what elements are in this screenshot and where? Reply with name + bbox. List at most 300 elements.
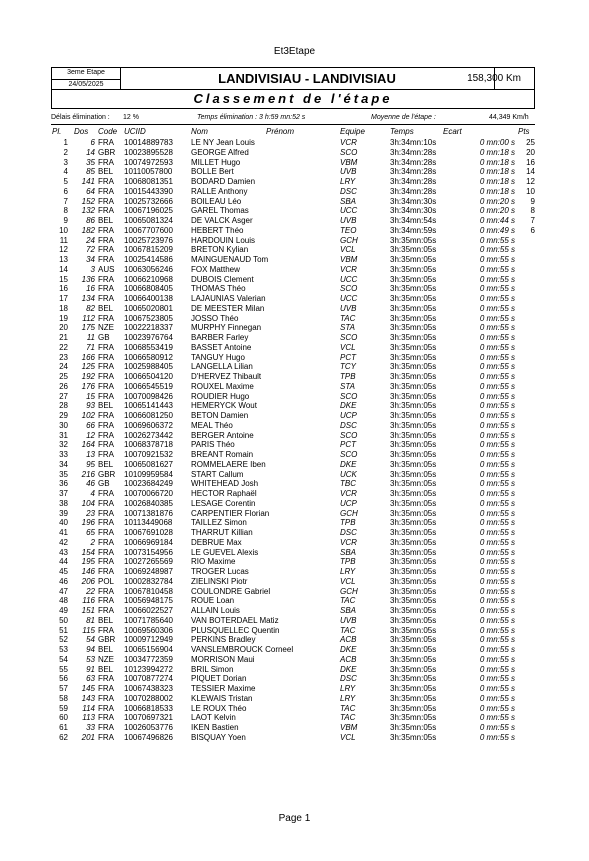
cell-rider-name: ALLAIN Louis	[191, 606, 240, 615]
cell-country-code: BEL	[98, 664, 114, 674]
cell-rider-name: FOX Matthew	[191, 264, 240, 274]
cell-time: 3h:35mn:05s	[390, 323, 437, 333]
table-row	[0, 489, 589, 499]
cell-team-code: DSC	[340, 420, 357, 430]
cell-gap: 0 mn:55 s	[479, 479, 515, 489]
cell-uci-id: 10066545519	[124, 381, 173, 391]
cell-bib: 4	[90, 489, 95, 498]
cell-team-code: LRY	[340, 177, 356, 186]
cell-country-code: POL	[98, 576, 115, 586]
cell-rider-name: DE VALCK Asger	[191, 216, 253, 225]
table-row	[0, 197, 589, 207]
cell-uci-id: 10068553419	[124, 342, 173, 352]
cell-country-code: FRA	[98, 255, 114, 264]
cell-time: 3h:35mn:05s	[390, 391, 437, 401]
cell-uci-id: 10066504120	[124, 372, 173, 381]
cell-rider-name: RIO Maxime	[191, 557, 236, 567]
cell-gap: 0 mn:20 s	[479, 206, 515, 216]
cell-time: 3h:35mn:05s	[390, 381, 437, 391]
cell-country-code: FRA	[98, 284, 114, 294]
cell-country-code: FRA	[98, 508, 114, 518]
cell-gap: 0 mn:55 s	[479, 323, 515, 333]
cell-gap: 0 mn:55 s	[479, 372, 515, 381]
cell-time: 3h:35mn:05s	[390, 723, 437, 732]
cell-rider-name: ROUDIER Hugo	[191, 391, 250, 401]
cell-time: 3h:35mn:05s	[390, 450, 437, 459]
cell-country-code: FRA	[98, 342, 114, 352]
cell-gap: 0 mn:55 s	[479, 732, 515, 742]
cell-time: 3h:35mn:05s	[390, 654, 437, 664]
cell-time: 3h:35mn:05s	[390, 625, 437, 635]
cell-uci-id: 10023684249	[124, 479, 173, 489]
table-row	[0, 421, 589, 431]
cell-country-code: FRA	[98, 586, 114, 596]
cell-country-code: FRA	[98, 537, 114, 547]
cell-uci-id: 10109959584	[124, 469, 173, 479]
cell-gap: 0 mn:18 s	[479, 167, 515, 177]
cell-rider-name: THARRUT Killian	[191, 528, 253, 537]
cell-team-code: TPB	[340, 372, 356, 381]
cell-bib: 113	[82, 713, 95, 723]
cell-bib: 14	[86, 147, 95, 157]
table-row	[0, 148, 589, 158]
cell-country-code: FRA	[98, 518, 114, 528]
cell-gap: 0 mn:18 s	[479, 147, 515, 157]
cell-time: 3h:35mn:05s	[390, 255, 437, 264]
cell-gap: 0 mn:49 s	[479, 225, 515, 235]
cell-place: 15	[59, 274, 68, 284]
cell-country-code: FRA	[98, 684, 114, 693]
cell-team-code: SCO	[340, 430, 358, 440]
cell-place: 23	[59, 352, 68, 362]
cell-bib: 53	[86, 654, 95, 664]
cell-country-code: BEL	[98, 645, 114, 654]
cell-place: 13	[59, 255, 68, 264]
table-row	[0, 557, 589, 567]
cell-place: 59	[59, 703, 68, 713]
table-row	[0, 645, 589, 655]
cell-time: 3h:35mn:05s	[390, 713, 437, 723]
cell-country-code: FRA	[98, 625, 114, 635]
table-row	[0, 333, 589, 343]
cell-bib: 46	[86, 479, 95, 489]
cell-place: 31	[59, 430, 68, 440]
cell-rider-name: CARPENTIER Florian	[191, 508, 270, 518]
cell-country-code: BEL	[98, 459, 114, 469]
cell-place: 41	[59, 528, 68, 537]
table-row	[0, 226, 589, 236]
cell-team-code: SBA	[340, 196, 357, 206]
cell-place: 55	[59, 664, 68, 674]
cell-country-code: FRA	[98, 498, 114, 508]
cell-place: 20	[59, 323, 68, 333]
table-row	[0, 206, 589, 216]
cell-rider-name: BERGER Antoine	[191, 430, 254, 440]
cell-time: 3h:35mn:05s	[390, 508, 437, 518]
table-row	[0, 411, 589, 421]
cell-bib: 16	[86, 284, 95, 294]
cell-place: 32	[59, 440, 68, 450]
cell-team-code: SBA	[340, 547, 357, 557]
cell-place: 29	[59, 411, 68, 420]
table-row	[0, 577, 589, 587]
cell-uci-id: 10066808405	[124, 284, 173, 294]
cell-gap: 0 mn:55 s	[479, 557, 515, 567]
cell-country-code: FRA	[98, 489, 114, 498]
cell-rider-name: TROGER Lucas	[191, 567, 249, 576]
cell-place: 51	[59, 625, 68, 635]
cell-time: 3h:34mn:10s	[390, 138, 437, 147]
cell-team-code: UCP	[340, 411, 357, 420]
cell-rider-name: BODARD Damien	[191, 177, 256, 186]
cell-country-code: BEL	[98, 615, 114, 625]
cell-bib: 63	[86, 674, 95, 684]
cell-time: 3h:35mn:05s	[390, 284, 437, 294]
cell-time: 3h:35mn:05s	[390, 401, 437, 411]
cell-place: 37	[59, 489, 68, 498]
cell-place: 3	[63, 157, 68, 167]
cell-rider-name: JOSSO Théo	[191, 313, 239, 323]
cell-time: 3h:35mn:05s	[390, 274, 437, 284]
cell-gap: 0 mn:55 s	[479, 547, 515, 557]
cell-country-code: FRA	[98, 391, 114, 401]
cell-time: 3h:35mn:05s	[390, 528, 437, 537]
cell-team-code: TAC	[340, 625, 356, 635]
col-ecart: Ecart	[443, 127, 462, 136]
table-row	[0, 499, 589, 509]
cell-rider-name: IKEN Bastien	[191, 723, 239, 732]
moyenne-label: Moyenne de l'étape :	[371, 114, 436, 121]
cell-bib: 65	[86, 528, 95, 537]
table-row	[0, 236, 589, 246]
cell-team-code: TAC	[340, 596, 356, 606]
cell-country-code: GBR	[98, 635, 116, 645]
table-row	[0, 674, 589, 684]
cell-bib: 141	[81, 177, 95, 186]
cell-bib: 151	[81, 606, 95, 615]
cell-place: 35	[59, 469, 68, 479]
cell-rider-name: BOILEAU Léo	[191, 196, 242, 206]
cell-team-code: PCT	[340, 352, 356, 362]
cell-time: 3h:35mn:05s	[390, 537, 437, 547]
cell-place: 46	[59, 576, 68, 586]
cell-points: 20	[526, 147, 535, 157]
table-row	[0, 704, 589, 714]
cell-team-code: UCC	[340, 294, 358, 303]
table-row	[0, 587, 589, 597]
cell-bib: 13	[86, 450, 95, 459]
cell-country-code: GBR	[98, 469, 116, 479]
cell-bib: 12	[86, 430, 95, 440]
cell-uci-id: 10067691028	[124, 528, 173, 537]
cell-gap: 0 mn:55 s	[479, 264, 515, 274]
cell-time: 3h:34mn:28s	[390, 177, 437, 186]
cell-gap: 0 mn:55 s	[479, 469, 515, 479]
table-row	[0, 713, 589, 723]
cell-gap: 0 mn:44 s	[479, 216, 515, 225]
cell-team-code: TEO	[340, 225, 357, 235]
table-row	[0, 323, 589, 333]
cell-country-code: GBR	[98, 147, 116, 157]
cell-rider-name: MURPHY Finnegan	[191, 323, 262, 333]
cell-place: 33	[59, 450, 68, 459]
cell-team-code: GCH	[340, 508, 358, 518]
cell-gap: 0 mn:55 s	[479, 654, 515, 664]
cell-time: 3h:34mn:28s	[390, 147, 437, 157]
table-row	[0, 431, 589, 441]
cell-country-code: FRA	[98, 186, 114, 196]
cell-team-code: LRY	[340, 693, 356, 703]
table-row	[0, 655, 589, 665]
cell-rider-name: THOMAS Théo	[191, 284, 246, 294]
cell-place: 17	[59, 294, 68, 303]
stage-box	[52, 68, 121, 89]
cell-place: 2	[63, 147, 68, 157]
cell-time: 3h:35mn:05s	[390, 596, 437, 606]
cell-uci-id: 10070288002	[124, 693, 173, 703]
cell-rider-name: ROMMELAERE Iben	[191, 459, 266, 469]
cell-uci-id: 10067707600	[124, 225, 173, 235]
cell-uci-id: 10065156904	[124, 645, 173, 654]
cell-bib: 143	[81, 693, 95, 703]
cell-place: 38	[59, 498, 68, 508]
cell-team-code: LRY	[340, 684, 356, 693]
cell-place: 50	[59, 615, 68, 625]
cell-bib: 154	[81, 547, 95, 557]
cell-bib: 152	[81, 196, 95, 206]
cell-place: 25	[59, 372, 68, 381]
cell-rider-name: MORRISON Maui	[191, 654, 255, 664]
table-row	[0, 265, 589, 275]
cell-team-code: DSC	[340, 528, 357, 537]
cell-time: 3h:35mn:05s	[390, 518, 437, 528]
cell-country-code: FRA	[98, 713, 114, 723]
cell-gap: 0 mn:55 s	[479, 303, 515, 313]
cell-place: 57	[59, 684, 68, 693]
cell-bib: 81	[86, 615, 95, 625]
table-row	[0, 665, 589, 675]
cell-time: 3h:34mn:54s	[390, 216, 437, 225]
cell-points: 14	[526, 167, 535, 177]
cell-gap: 0 mn:55 s	[479, 420, 515, 430]
cell-place: 39	[59, 508, 68, 518]
cell-uci-id: 10073154956	[124, 547, 173, 557]
cell-country-code: FRA	[98, 138, 114, 147]
cell-place: 28	[59, 401, 68, 411]
cell-time: 3h:35mn:05s	[390, 459, 437, 469]
cell-team-code: ACB	[340, 654, 357, 664]
cell-country-code: FRA	[98, 294, 114, 303]
cell-gap: 0 mn:55 s	[479, 625, 515, 635]
cell-country-code: BEL	[98, 401, 114, 411]
cell-time: 3h:35mn:05s	[390, 703, 437, 713]
cell-uci-id: 10067196025	[124, 206, 173, 216]
cell-gap: 0 mn:55 s	[479, 381, 515, 391]
table-row	[0, 245, 589, 255]
cell-gap: 0 mn:55 s	[479, 245, 515, 255]
cell-gap: 0 mn:18 s	[479, 186, 515, 196]
cell-points: 7	[530, 216, 535, 225]
cell-uci-id: 10065081324	[124, 216, 173, 225]
cell-uci-id: 10110057800	[124, 167, 173, 177]
cell-team-code: UVB	[340, 303, 357, 313]
cell-rider-name: BASSET Antoine	[191, 342, 252, 352]
cell-rider-name: HECTOR Raphaël	[191, 489, 257, 498]
cell-uci-id: 10065141443	[124, 401, 173, 411]
cell-country-code: FRA	[98, 547, 114, 557]
cell-time: 3h:35mn:05s	[390, 606, 437, 615]
cell-country-code: GB	[98, 333, 110, 342]
cell-country-code: FRA	[98, 693, 114, 703]
cell-uci-id: 10025988405	[124, 362, 173, 372]
moyenne-value: 44,349 Km/h	[489, 114, 529, 121]
cell-gap: 0 mn:55 s	[479, 450, 515, 459]
cell-uci-id: 10066400138	[124, 294, 173, 303]
cell-gap: 0 mn:00 s	[479, 138, 515, 147]
table-row	[0, 353, 589, 363]
cell-gap: 0 mn:55 s	[479, 362, 515, 372]
cell-place: 16	[59, 284, 68, 294]
cell-uci-id: 10069560306	[124, 625, 173, 635]
cell-bib: 164	[81, 440, 95, 450]
table-row	[0, 635, 589, 645]
cell-team-code: VCR	[340, 264, 357, 274]
cell-team-code: STA	[340, 323, 355, 333]
cell-place: 36	[59, 479, 68, 489]
cell-bib: 132	[81, 206, 95, 216]
cell-team-code: VCR	[340, 537, 357, 547]
cell-place: 12	[59, 245, 68, 255]
cell-gap: 0 mn:55 s	[479, 313, 515, 323]
cell-gap: 0 mn:55 s	[479, 723, 515, 732]
cell-uci-id: 10070877274	[124, 674, 173, 684]
cell-place: 5	[63, 177, 68, 186]
cell-country-code: FRA	[98, 420, 114, 430]
cell-bib: 94	[86, 645, 95, 654]
stage-header	[51, 67, 535, 90]
cell-uci-id: 10015443390	[124, 186, 173, 196]
cell-rider-name: ROUXEL Maxime	[191, 381, 254, 391]
cell-time: 3h:34mn:28s	[390, 186, 437, 196]
cell-rider-name: DE MEESTER Milan	[191, 303, 265, 313]
cell-place: 34	[59, 459, 68, 469]
table-row	[0, 392, 589, 402]
cell-team-code: ACB	[340, 635, 357, 645]
cell-country-code: FRA	[98, 430, 114, 440]
cell-uci-id: 10066081250	[124, 411, 173, 420]
cell-time: 3h:35mn:05s	[390, 440, 437, 450]
cell-time: 3h:35mn:05s	[390, 674, 437, 684]
cell-country-code: FRA	[98, 206, 114, 216]
cell-bib: 95	[86, 459, 95, 469]
cell-uci-id: 10066580912	[124, 352, 173, 362]
cell-bib: 72	[86, 245, 95, 255]
table-row	[0, 723, 589, 733]
cell-gap: 0 mn:55 s	[479, 235, 515, 245]
cell-country-code: FRA	[98, 313, 114, 323]
cell-rider-name: BRETON Kylian	[191, 245, 249, 255]
cell-bib: 206	[81, 576, 95, 586]
cell-rider-name: COULONDRE Gabriel	[191, 586, 271, 596]
cell-time: 3h:35mn:05s	[390, 352, 437, 362]
cell-uci-id: 10063056246	[124, 264, 173, 274]
cell-team-code: LRY	[340, 567, 356, 576]
cell-rider-name: PLUSQUELLEC Quentin	[191, 625, 280, 635]
cell-time: 3h:34mn:30s	[390, 206, 437, 216]
table-row	[0, 255, 589, 265]
cell-rider-name: VAN BOTERDAEL Matiz	[191, 615, 279, 625]
cell-country-code: FRA	[98, 411, 114, 420]
cell-gap: 0 mn:55 s	[479, 596, 515, 606]
cell-country-code: FRA	[98, 235, 114, 245]
table-row	[0, 177, 589, 187]
cell-place: 8	[63, 206, 68, 216]
cell-uci-id: 10026053776	[124, 723, 173, 732]
table-row	[0, 733, 589, 743]
cell-bib: 115	[82, 625, 95, 635]
cell-place: 9	[63, 216, 68, 225]
table-row	[0, 616, 589, 626]
cell-bib: 71	[86, 342, 95, 352]
table-row	[0, 626, 589, 636]
cell-time: 3h:35mn:05s	[390, 567, 437, 576]
cell-uci-id: 10022218337	[124, 323, 173, 333]
cell-rider-name: TESSIER Maxime	[191, 684, 256, 693]
cell-bib: 3	[90, 264, 95, 274]
elimination-value: 12 %	[123, 114, 139, 121]
cell-bib: 176	[81, 381, 95, 391]
cell-time: 3h:34mn:28s	[390, 157, 437, 167]
cell-gap: 0 mn:55 s	[479, 391, 515, 401]
cell-bib: 192	[81, 372, 95, 381]
cell-time: 3h:35mn:05s	[390, 313, 437, 323]
cell-team-code: DSC	[340, 674, 357, 684]
table-row	[0, 567, 589, 577]
cell-points: 12	[526, 177, 535, 186]
cell-team-code: DKE	[340, 664, 357, 674]
table-row	[0, 372, 589, 382]
cell-rider-name: LAOT Kelvin	[191, 713, 236, 723]
cell-uci-id: 10066210968	[124, 274, 173, 284]
cell-country-code: FRA	[98, 557, 114, 567]
info-line	[51, 113, 535, 125]
table-row	[0, 509, 589, 519]
cell-team-code: TAC	[340, 703, 356, 713]
col-prenom: Prénom	[266, 127, 295, 136]
cell-team-code: UVB	[340, 216, 357, 225]
cell-uci-id: 10067815209	[124, 245, 173, 255]
cell-country-code: FRA	[98, 177, 114, 186]
cell-place: 18	[59, 303, 68, 313]
cell-points: 10	[526, 186, 535, 196]
cell-country-code: NZE	[98, 323, 114, 333]
cell-uci-id: 10027265569	[124, 557, 173, 567]
cell-team-code: DSC	[340, 186, 357, 196]
cell-place: 1	[63, 138, 68, 147]
cell-uci-id: 10067810458	[124, 586, 173, 596]
cell-gap: 0 mn:55 s	[479, 284, 515, 294]
table-row	[0, 382, 589, 392]
cell-rider-name: LAJAUNIAS Valerian	[191, 294, 266, 303]
table-row	[0, 548, 589, 558]
cell-place: 58	[59, 693, 68, 703]
cell-gap: 0 mn:55 s	[479, 713, 515, 723]
cell-place: 7	[63, 196, 68, 206]
cell-country-code: FRA	[98, 596, 114, 606]
elimination-label: Délais élimination :	[51, 114, 110, 121]
table-row	[0, 450, 589, 460]
cell-team-code: SBA	[340, 606, 357, 615]
